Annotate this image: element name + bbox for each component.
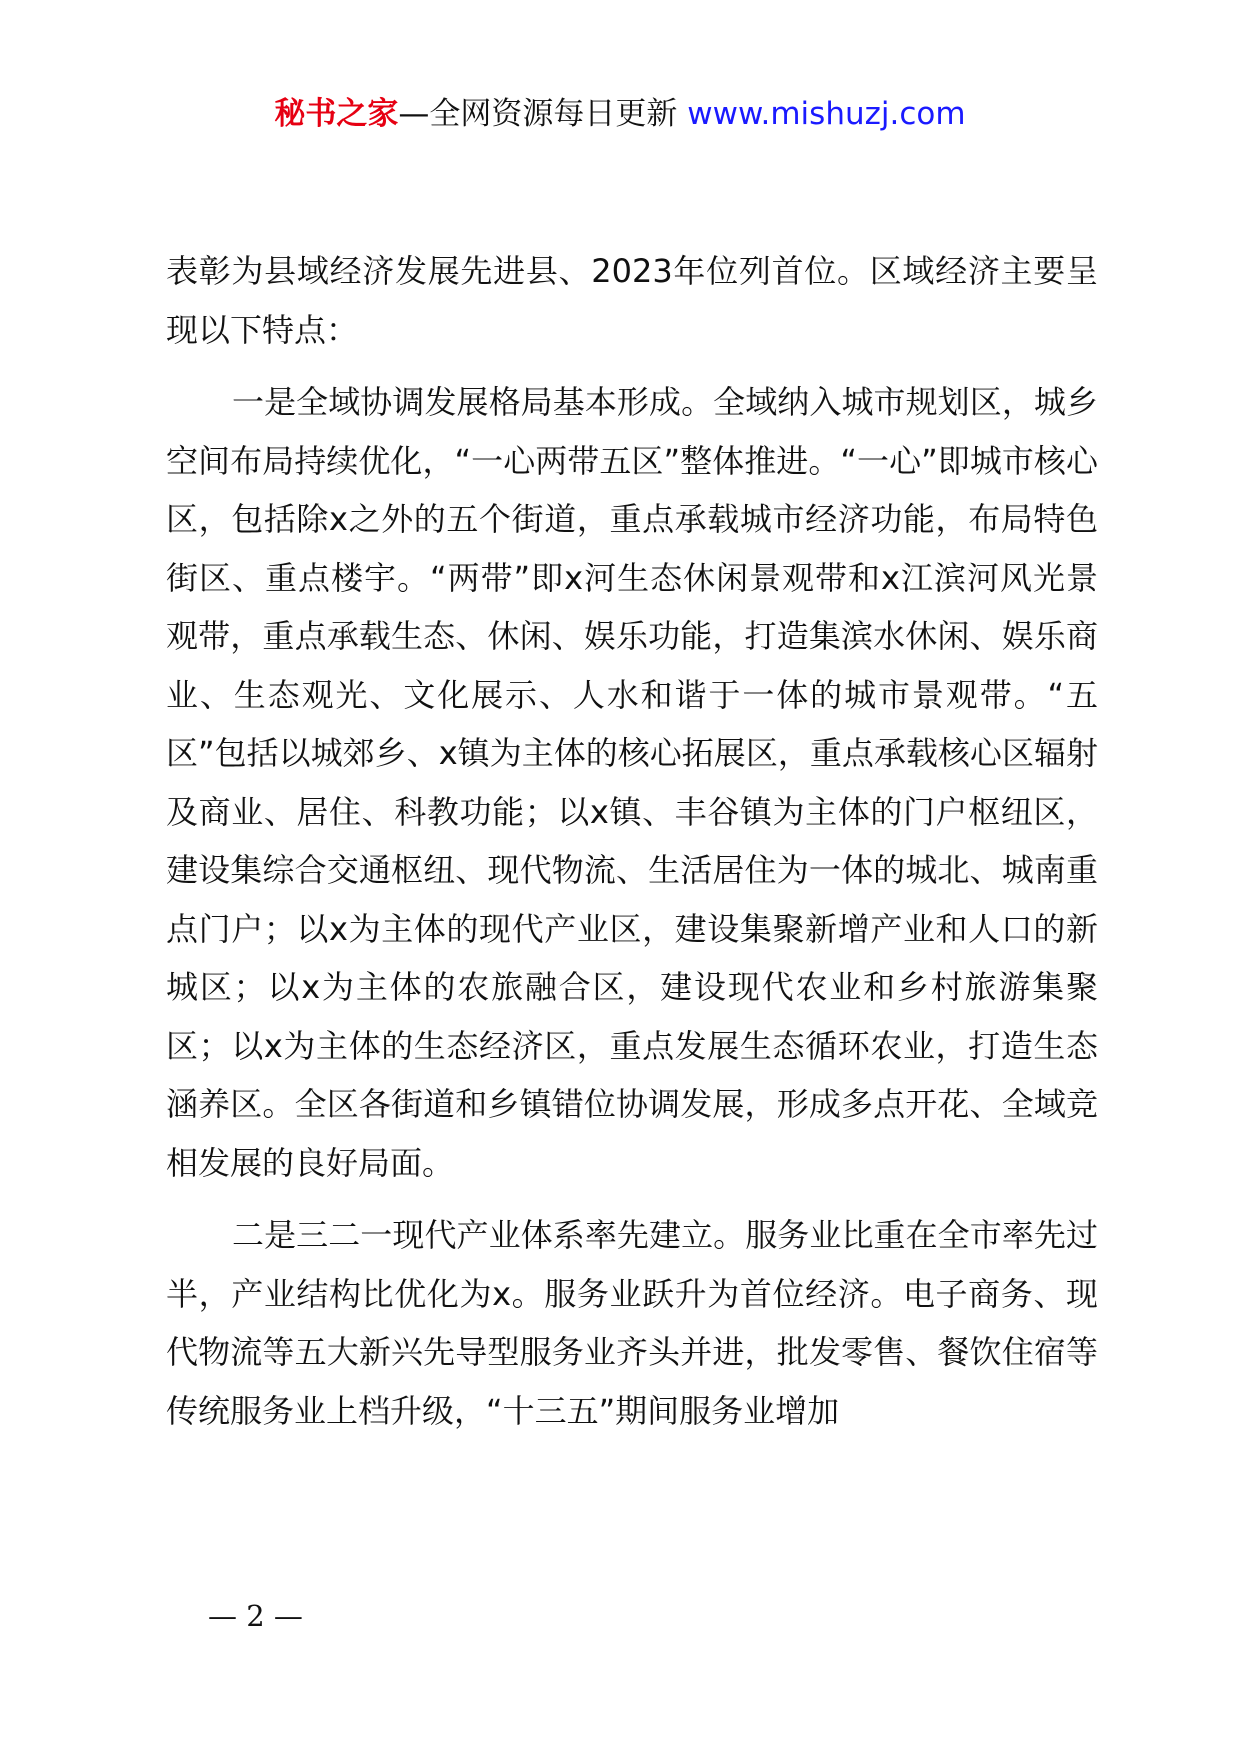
- brand-name: 秘书之家: [274, 96, 399, 132]
- paragraph-first-point: 一是全域协调发展格局基本形成。全域纳入城市规划区，城乡空间布局持续优化，“一心两带五区”整体推进。“一心”即城市核心区，包括除x之外的五个街道，重点承载城市经济功能，布局特色街区、重点楼宇。“两带”即x河生态休闲景观带和x江滨河风光景观带，重点承载生态、休闲、娱乐功能，打造集滨水休闲、娱乐商业、生态观光、文化展示、人水和谐于一体的城市景观带。“五区”包括以城郊乡、x镇为主体的核心拓展区，重点承载核心区辐射及商业、居住、科教功能；以x镇、丰谷镇为主体的门户枢纽区，建设集综合交通枢纽、现代物流、生活居住为一体的城北、城南重点门户；以x为主体的现代产业区，建设集聚新增产业和人口的新城区；以x为主体的农旅融合区，建设现代农业和乡村旅游集聚区；以x为主体的生态经济区，重点发展生态循环农业，打造生态涵养区。全区各街道和乡镇错位协调发展，形成多点开花、全域竞相发展的良好局面。: [166, 383, 1098, 1182]
- page-number: — 2 —: [208, 1599, 303, 1633]
- site-header: [0, 94, 1240, 134]
- paragraph-second-point: 二是三二一现代产业体系率先建立。服务业比重在全市率先过半，产业结构比优化为x。服务业跃升为首位经济。电子商务、现代物流等五大新兴先导型服务业齐头并进，批发零售、餐饮住宿等传统服务业上档升级，“十三五”期间服务业增加: [166, 1216, 1098, 1430]
- header-tagline: —全网资源每日更新: [398, 96, 688, 132]
- website-url[interactable]: www.mishuzj.com: [687, 96, 966, 132]
- paragraph-continued: 表彰为县域经济发展先进县、2023年位列首位。区域经济主要呈现以下特点：: [166, 252, 1098, 349]
- document-body: [166, 242, 1098, 1440]
